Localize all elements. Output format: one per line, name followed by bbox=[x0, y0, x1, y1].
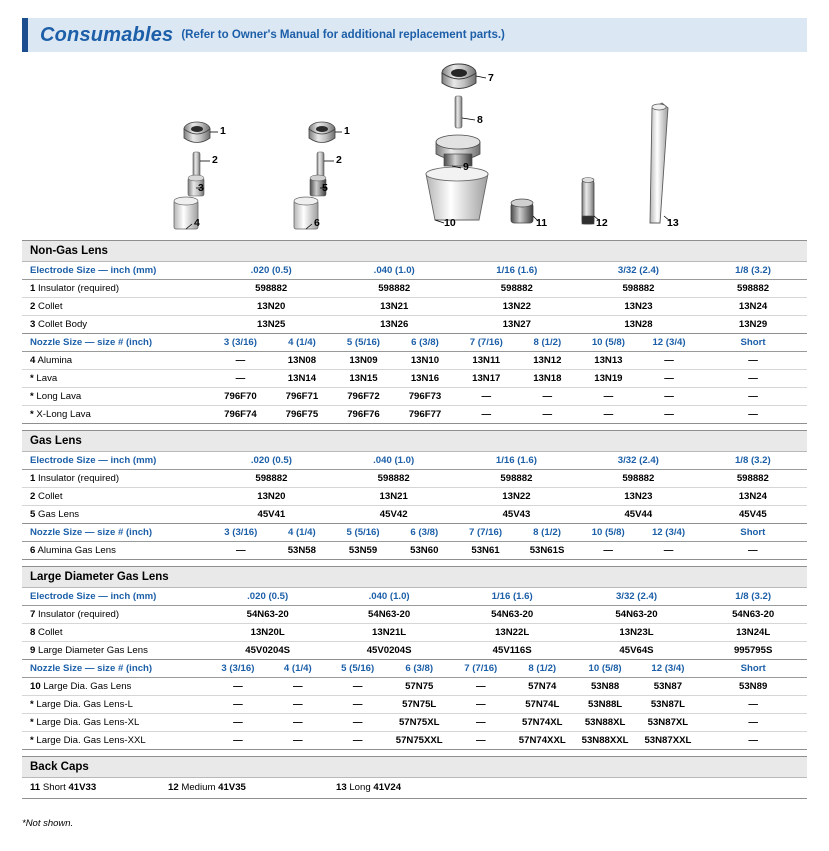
column-header: 7 (7/16) bbox=[456, 334, 517, 352]
column-header: Electrode Size — inch (mm) bbox=[22, 588, 208, 606]
page-subtitle: (Refer to Owner's Manual for additional replacement parts.) bbox=[181, 29, 505, 41]
table-row bbox=[22, 624, 807, 642]
cell: — bbox=[208, 732, 268, 750]
cell: — bbox=[699, 696, 807, 714]
cell: 13N13 bbox=[578, 352, 639, 370]
column-header: 3 (3/16) bbox=[208, 660, 268, 678]
row-label: 1 Insulator (required) bbox=[22, 470, 210, 488]
cell: 13N20 bbox=[210, 488, 332, 506]
column-header-row bbox=[22, 452, 807, 470]
cell: 53N87XXL bbox=[637, 732, 700, 750]
row-label: * Lava bbox=[22, 370, 210, 388]
callout-number: 11 bbox=[536, 217, 548, 229]
cell: 13N09 bbox=[333, 352, 395, 370]
cell: 13N26 bbox=[333, 316, 456, 334]
cell: — bbox=[699, 714, 807, 732]
cell: 796F72 bbox=[333, 388, 395, 406]
cell: 13N10 bbox=[394, 352, 456, 370]
cell: 13N27 bbox=[456, 316, 578, 334]
cell: — bbox=[328, 714, 388, 732]
column-header-row bbox=[22, 660, 807, 678]
table-row bbox=[22, 732, 807, 750]
cell: 53N87L bbox=[637, 696, 700, 714]
cell: 598882 bbox=[578, 470, 699, 488]
cell: — bbox=[208, 696, 268, 714]
cell: 13N24 bbox=[699, 488, 807, 506]
column-header: .020 (0.5) bbox=[208, 588, 328, 606]
cell: — bbox=[578, 388, 639, 406]
cell: — bbox=[699, 406, 807, 424]
consumables-tables bbox=[22, 240, 807, 799]
back-cap-item bbox=[328, 778, 807, 799]
cell: 13N25 bbox=[210, 316, 333, 334]
cell: 13N23 bbox=[578, 488, 699, 506]
cell: — bbox=[699, 732, 807, 750]
cell: 53N88XXL bbox=[574, 732, 637, 750]
row-label: 4 Alumina bbox=[22, 352, 210, 370]
column-header: 3 (3/16) bbox=[210, 334, 272, 352]
back-cap-number: 12 bbox=[168, 782, 179, 793]
column-header: 1/8 (3.2) bbox=[699, 452, 807, 470]
table-row bbox=[22, 488, 807, 506]
page-title: Consumables bbox=[40, 23, 174, 46]
cell: — bbox=[268, 732, 328, 750]
cell: 53N87XL bbox=[637, 714, 700, 732]
cell: 54N63-20 bbox=[574, 606, 700, 624]
cell: 13N24 bbox=[699, 298, 807, 316]
row-label: 1 Insulator (required) bbox=[22, 280, 210, 298]
column-header: .040 (1.0) bbox=[333, 262, 456, 280]
table-row bbox=[22, 280, 807, 298]
table-row bbox=[22, 388, 807, 406]
cell: 598882 bbox=[333, 280, 456, 298]
column-header: 6 (3/8) bbox=[388, 660, 451, 678]
cell: 13N21 bbox=[332, 488, 454, 506]
cell: 13N23L bbox=[574, 624, 700, 642]
cell: 53N61S bbox=[516, 542, 578, 560]
column-header: 10 (5/8) bbox=[578, 334, 639, 352]
row-label: * Large Dia. Gas Lens-XXL bbox=[22, 732, 208, 750]
column-header: Electrode Size — inch (mm) bbox=[22, 452, 210, 470]
consumables-diagram bbox=[22, 56, 807, 238]
column-header: 1/16 (1.6) bbox=[455, 452, 578, 470]
column-header: Nozzle Size — size # (inch) bbox=[22, 524, 210, 542]
cell: — bbox=[639, 370, 699, 388]
back-cap-label: Short bbox=[42, 782, 66, 793]
section-large-diameter-gas-lens bbox=[22, 566, 807, 750]
cell: 54N63-20 bbox=[451, 606, 574, 624]
cell: — bbox=[208, 714, 268, 732]
column-header: .040 (1.0) bbox=[328, 588, 451, 606]
column-header: Short bbox=[699, 334, 807, 352]
cell: 45V116S bbox=[451, 642, 574, 660]
back-cap-number: 13 bbox=[336, 782, 347, 793]
cell: 53N88XL bbox=[574, 714, 637, 732]
page-header bbox=[22, 18, 807, 52]
cell: — bbox=[328, 696, 388, 714]
callout-number: 4 bbox=[194, 217, 200, 229]
back-cap-label: Long bbox=[349, 782, 371, 793]
cell: — bbox=[578, 542, 638, 560]
column-header: 8 (1/2) bbox=[517, 334, 578, 352]
cell: 995795S bbox=[699, 642, 807, 660]
section-back-caps bbox=[22, 756, 807, 799]
column-header: 3/32 (2.4) bbox=[578, 452, 699, 470]
column-header: .020 (0.5) bbox=[210, 262, 333, 280]
cell: 13N12 bbox=[517, 352, 578, 370]
column-header: Electrode Size — inch (mm) bbox=[22, 262, 210, 280]
cell: 45V64S bbox=[574, 642, 700, 660]
callout-number: 2 bbox=[336, 154, 342, 166]
section-title-row bbox=[22, 757, 807, 778]
column-header: 5 (5/16) bbox=[328, 660, 388, 678]
column-header: 7 (7/16) bbox=[451, 660, 511, 678]
back-cap-part: 41V35 bbox=[218, 782, 246, 793]
table-row bbox=[22, 506, 807, 524]
cell: 45V45 bbox=[699, 506, 807, 524]
cell: 796F76 bbox=[333, 406, 395, 424]
section-title-row bbox=[22, 567, 807, 588]
callout-number: 1 bbox=[344, 125, 350, 137]
cell: — bbox=[210, 370, 272, 388]
cell: 13N11 bbox=[456, 352, 517, 370]
cell: 53N89 bbox=[699, 678, 807, 696]
cell: 53N59 bbox=[332, 542, 393, 560]
cell: 598882 bbox=[455, 470, 578, 488]
cell: 598882 bbox=[699, 280, 807, 298]
cell: — bbox=[639, 388, 699, 406]
footnote: *Not shown. bbox=[22, 818, 74, 829]
table-row bbox=[22, 470, 807, 488]
callout-number: 12 bbox=[596, 217, 608, 229]
cell: — bbox=[208, 678, 268, 696]
section-title: Large Diameter Gas Lens bbox=[22, 567, 807, 588]
cell: 13N21 bbox=[333, 298, 456, 316]
cell: 598882 bbox=[210, 280, 333, 298]
cell: 57N74XL bbox=[511, 714, 574, 732]
cell: 598882 bbox=[699, 470, 807, 488]
cell: — bbox=[699, 388, 807, 406]
cell: 598882 bbox=[456, 280, 578, 298]
cell: — bbox=[451, 678, 511, 696]
table-row bbox=[22, 370, 807, 388]
column-header: 1/8 (3.2) bbox=[699, 588, 807, 606]
callout-number: 10 bbox=[444, 217, 456, 229]
row-label: * Large Dia. Gas Lens-XL bbox=[22, 714, 208, 732]
row-label: * Long Lava bbox=[22, 388, 210, 406]
cell: 45V42 bbox=[332, 506, 454, 524]
cell: 13N21L bbox=[328, 624, 451, 642]
column-header: Short bbox=[699, 524, 807, 542]
back-cap-part: 41V33 bbox=[68, 782, 97, 793]
cell: 13N20 bbox=[210, 298, 333, 316]
cell: 13N23 bbox=[578, 298, 699, 316]
table-row bbox=[22, 542, 807, 560]
cell: — bbox=[268, 678, 328, 696]
cell: 53N87 bbox=[637, 678, 700, 696]
table-row bbox=[22, 352, 807, 370]
cell: 53N88 bbox=[574, 678, 637, 696]
callout-number: 2 bbox=[212, 154, 218, 166]
consumables-illustration bbox=[22, 56, 807, 238]
cell: — bbox=[268, 696, 328, 714]
cell: 796F71 bbox=[271, 388, 333, 406]
cell: — bbox=[517, 388, 578, 406]
column-header: 10 (5/8) bbox=[574, 660, 637, 678]
column-header: 1/16 (1.6) bbox=[456, 262, 578, 280]
column-header: 3/32 (2.4) bbox=[574, 588, 700, 606]
cell: — bbox=[328, 732, 388, 750]
column-header-row bbox=[22, 334, 807, 352]
cell: — bbox=[451, 696, 511, 714]
cell: 45V44 bbox=[578, 506, 699, 524]
cell: 13N17 bbox=[456, 370, 517, 388]
table-row bbox=[22, 298, 807, 316]
header-accent-bar bbox=[22, 18, 28, 52]
cell: 57N75 bbox=[388, 678, 451, 696]
cell: — bbox=[268, 714, 328, 732]
callout-number: 9 bbox=[463, 161, 469, 173]
column-header: 12 (3/4) bbox=[637, 660, 700, 678]
cell: 13N20L bbox=[208, 624, 328, 642]
table-row bbox=[22, 678, 807, 696]
column-header: .020 (0.5) bbox=[210, 452, 332, 470]
cell: 53N58 bbox=[271, 542, 332, 560]
cell: — bbox=[638, 542, 698, 560]
cell: — bbox=[639, 352, 699, 370]
column-header: 5 (5/16) bbox=[332, 524, 393, 542]
cell: 13N18 bbox=[517, 370, 578, 388]
section-title-row bbox=[22, 431, 807, 452]
column-header: 1/16 (1.6) bbox=[451, 588, 574, 606]
column-header: Short bbox=[699, 660, 807, 678]
column-header: 6 (3/8) bbox=[394, 524, 455, 542]
row-label: 10 Large Dia. Gas Lens bbox=[22, 678, 208, 696]
section-title-row bbox=[22, 241, 807, 262]
cell: 13N14 bbox=[271, 370, 333, 388]
cell: 57N74L bbox=[511, 696, 574, 714]
cell: 13N24L bbox=[699, 624, 807, 642]
column-header: 4 (1/4) bbox=[268, 660, 328, 678]
cell: 13N22 bbox=[455, 488, 578, 506]
row-label: 3 Collet Body bbox=[22, 316, 210, 334]
cell: 598882 bbox=[210, 470, 332, 488]
row-label: 7 Insulator (required) bbox=[22, 606, 208, 624]
row-label: 5 Gas Lens bbox=[22, 506, 210, 524]
cell: 54N63-20 bbox=[328, 606, 451, 624]
cell: — bbox=[451, 714, 511, 732]
column-header: .040 (1.0) bbox=[332, 452, 454, 470]
column-header: Nozzle Size — size # (inch) bbox=[22, 334, 210, 352]
cell: — bbox=[210, 352, 272, 370]
column-header: 3 (3/16) bbox=[210, 524, 271, 542]
table-row bbox=[22, 696, 807, 714]
table-row bbox=[22, 316, 807, 334]
cell: — bbox=[210, 542, 271, 560]
cell: 45V43 bbox=[455, 506, 578, 524]
column-header: 7 (7/16) bbox=[455, 524, 516, 542]
cell: 57N74 bbox=[511, 678, 574, 696]
back-cap-item bbox=[160, 778, 328, 799]
column-header: 8 (1/2) bbox=[511, 660, 574, 678]
cell: 53N88L bbox=[574, 696, 637, 714]
back-caps-row bbox=[22, 778, 807, 799]
cell: — bbox=[699, 370, 807, 388]
cell: — bbox=[699, 352, 807, 370]
column-header: 4 (1/4) bbox=[271, 334, 333, 352]
row-label: * X-Long Lava bbox=[22, 406, 210, 424]
back-cap-label: Medium bbox=[181, 782, 216, 793]
column-header: 12 (3/4) bbox=[638, 524, 698, 542]
table-row bbox=[22, 714, 807, 732]
row-label: 2 Collet bbox=[22, 488, 210, 506]
callout-number: 7 bbox=[488, 72, 494, 84]
cell: 598882 bbox=[332, 470, 454, 488]
cell: 45V0204S bbox=[328, 642, 451, 660]
column-header: 1/8 (3.2) bbox=[699, 262, 807, 280]
cell: — bbox=[328, 678, 388, 696]
cell: 45V0204S bbox=[208, 642, 328, 660]
cell: 57N75XXL bbox=[388, 732, 451, 750]
table-row bbox=[22, 406, 807, 424]
table-row bbox=[22, 606, 807, 624]
cell: 13N19 bbox=[578, 370, 639, 388]
column-header: 3/32 (2.4) bbox=[578, 262, 699, 280]
callout-number: 8 bbox=[477, 114, 483, 126]
cell: — bbox=[456, 406, 517, 424]
table-row bbox=[22, 642, 807, 660]
cell: 13N16 bbox=[394, 370, 456, 388]
callout-number: 5 bbox=[322, 182, 328, 194]
cell: 13N08 bbox=[271, 352, 333, 370]
cell: 45V41 bbox=[210, 506, 332, 524]
section-title: Gas Lens bbox=[22, 431, 807, 452]
cell: 57N75XL bbox=[388, 714, 451, 732]
row-label: 2 Collet bbox=[22, 298, 210, 316]
column-header: 4 (1/4) bbox=[271, 524, 332, 542]
callout-number: 1 bbox=[220, 125, 226, 137]
back-cap-part: 41V24 bbox=[373, 782, 402, 793]
column-header: 12 (3/4) bbox=[639, 334, 699, 352]
cell: 13N15 bbox=[333, 370, 395, 388]
cell: 796F74 bbox=[210, 406, 272, 424]
cell: 796F73 bbox=[394, 388, 456, 406]
cell: 57N74XXL bbox=[511, 732, 574, 750]
cell: 13N29 bbox=[699, 316, 807, 334]
cell: — bbox=[699, 542, 807, 560]
cell: — bbox=[639, 406, 699, 424]
cell: — bbox=[456, 388, 517, 406]
cell: 54N63-20 bbox=[699, 606, 807, 624]
back-cap-number: 11 bbox=[30, 782, 41, 793]
cell: 53N60 bbox=[394, 542, 455, 560]
cell: — bbox=[517, 406, 578, 424]
column-header-row bbox=[22, 524, 807, 542]
column-header: 10 (5/8) bbox=[578, 524, 638, 542]
section-title: Back Caps bbox=[22, 757, 807, 778]
column-header: Nozzle Size — size # (inch) bbox=[22, 660, 208, 678]
cell: 57N75L bbox=[388, 696, 451, 714]
cell: 796F75 bbox=[271, 406, 333, 424]
cell: 54N63-20 bbox=[208, 606, 328, 624]
row-label: 9 Large Diameter Gas Lens bbox=[22, 642, 208, 660]
section-gas-lens bbox=[22, 430, 807, 560]
column-header: 5 (5/16) bbox=[333, 334, 395, 352]
cell: — bbox=[578, 406, 639, 424]
cell: 13N22L bbox=[451, 624, 574, 642]
cell: 13N22 bbox=[456, 298, 578, 316]
cell: 796F77 bbox=[394, 406, 456, 424]
row-label: * Large Dia. Gas Lens-L bbox=[22, 696, 208, 714]
column-header: 6 (3/8) bbox=[394, 334, 456, 352]
cell: 598882 bbox=[578, 280, 699, 298]
row-label: 6 Alumina Gas Lens bbox=[22, 542, 210, 560]
cell: 796F70 bbox=[210, 388, 272, 406]
callout-number: 3 bbox=[198, 182, 204, 194]
cell: — bbox=[451, 732, 511, 750]
cell: 53N61 bbox=[455, 542, 516, 560]
cell: 13N28 bbox=[578, 316, 699, 334]
section-non-gas-lens bbox=[22, 240, 807, 424]
callout-number: 6 bbox=[314, 217, 320, 229]
column-header-row bbox=[22, 588, 807, 606]
row-label: 8 Collet bbox=[22, 624, 208, 642]
section-title: Non-Gas Lens bbox=[22, 241, 807, 262]
back-cap-item bbox=[22, 778, 160, 799]
column-header: 8 (1/2) bbox=[516, 524, 578, 542]
callout-number: 13 bbox=[667, 217, 679, 229]
column-header-row bbox=[22, 262, 807, 280]
